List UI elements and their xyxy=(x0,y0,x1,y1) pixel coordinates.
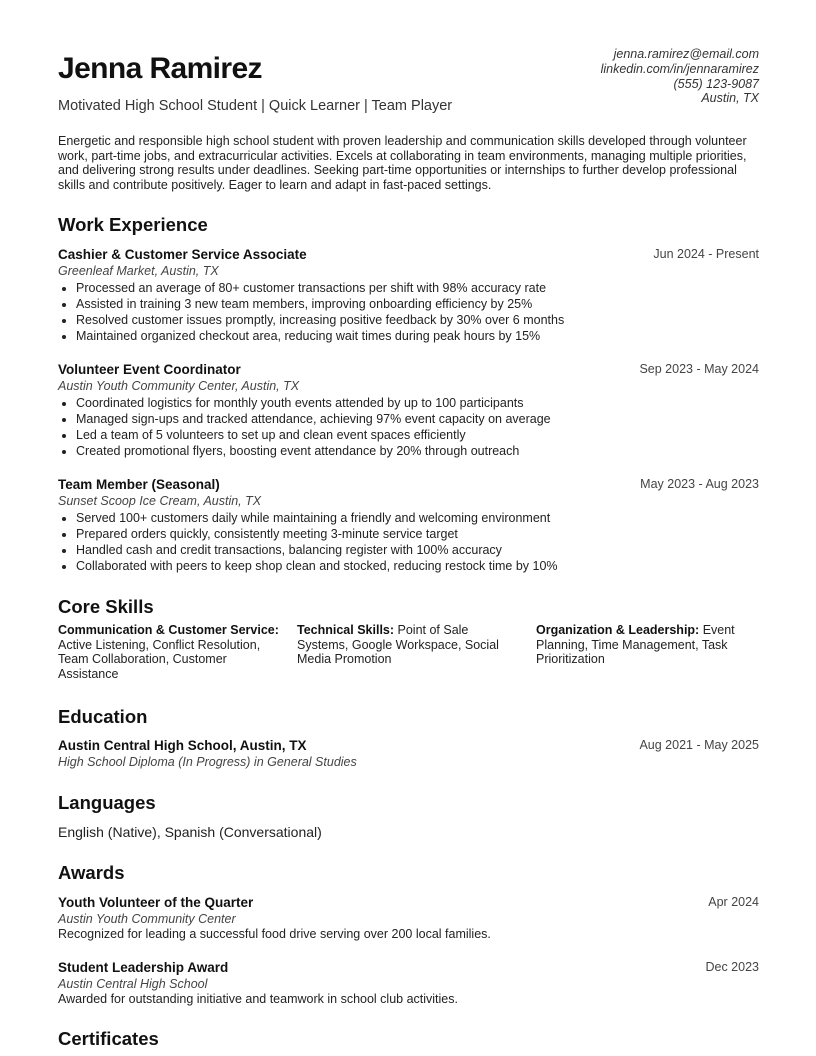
job-date: Sep 2023 - May 2024 xyxy=(639,362,759,376)
skill-group-items: Event Planning, Time Management, Task Prioritization xyxy=(536,623,735,667)
job-bullet: • Maintained organized checkout area, reducing wait times during peak hours by 15% xyxy=(76,328,759,344)
skill-group-label: Organization & Leadership: xyxy=(536,623,700,637)
contact-email[interactable]: jenna.ramirez@email.com xyxy=(613,47,759,61)
work-entry xyxy=(58,476,759,574)
job-title: Cashier & Customer Service Associate xyxy=(58,247,307,262)
section-title-education: Education xyxy=(58,706,148,727)
award-org: Austin Central High School xyxy=(58,977,208,991)
degree: High School Diploma (In Progress) in General Studies xyxy=(58,755,357,769)
job-title: Team Member (Seasonal) xyxy=(58,477,220,492)
job-bullet: • Collaborated with peers to keep shop clean and stocked, reducing restock time by 10% xyxy=(76,558,759,574)
job-bullets xyxy=(58,510,759,574)
award-date: Apr 2024 xyxy=(708,895,759,909)
job-bullet: • Handled cash and credit transactions, balancing register with 100% accuracy xyxy=(76,542,759,558)
contact-linkedin[interactable]: linkedin.com/in/jennaramirez xyxy=(600,61,759,76)
tagline: Motivated High School Student | Quick Learner | Team Player xyxy=(58,98,453,114)
section-title-certificates: Certificates xyxy=(58,1028,159,1049)
section-title-languages: Languages xyxy=(58,792,156,813)
job-bullet: • Managed sign-ups and tracked attendance, achieving 97% event capacity on average xyxy=(76,411,759,427)
skill-group-label: Communication & Customer Service: xyxy=(58,623,279,637)
skill-group-items: Active Listening, Conflict Resolution, Team Collaboration, Customer Assistance xyxy=(58,637,261,681)
job-bullet: • Prepared orders quickly, consistently meeting 3-minute service target xyxy=(76,526,759,542)
section-title-awards: Awards xyxy=(58,862,125,883)
contact-block xyxy=(601,47,759,106)
skill-group xyxy=(297,623,520,681)
candidate-name: Jenna Ramirez xyxy=(58,52,262,85)
skill-group xyxy=(58,623,281,681)
award-description: Awarded for outstanding initiative and teamwork in school club activities. xyxy=(58,992,458,1006)
languages-list: English (Native), Spanish (Conversational) xyxy=(58,824,322,840)
work-entry xyxy=(58,361,759,459)
job-bullet: • Assisted in training 3 new team members, improving onboarding efficiency by 25% xyxy=(76,296,759,312)
award-org: Austin Youth Community Center xyxy=(58,912,236,926)
education-entry xyxy=(58,737,759,770)
education-date: Aug 2021 - May 2025 xyxy=(639,738,759,752)
skills-grid xyxy=(58,623,759,681)
contact-phone: (555) 123-9087 xyxy=(673,76,759,91)
skill-group-items: Point of Sale Systems, Google Workspace, Social Media Promotion xyxy=(297,623,499,667)
skill-group-label: Technical Skills: xyxy=(297,623,395,637)
job-bullet: • Processed an average of 80+ customer transactions per shift with 98% accuracy rate xyxy=(76,280,759,296)
job-org: Austin Youth Community Center, Austin, TX xyxy=(58,379,300,393)
section-title-skills: Core Skills xyxy=(58,596,154,617)
skill-group xyxy=(536,623,759,681)
school-name: Austin Central High School, Austin, TX xyxy=(58,738,307,753)
job-bullet: • Coordinated logistics for monthly youth events attended by up to 100 participants xyxy=(76,395,759,411)
job-bullet: • Resolved customer issues promptly, increasing positive feedback by 30% over 6 months xyxy=(76,312,759,328)
resume-header xyxy=(58,0,759,128)
job-bullet: • Served 100+ customers daily while maintaining a friendly and welcoming environment xyxy=(76,510,759,526)
section-title-work: Work Experience xyxy=(58,214,208,235)
job-date: Jun 2024 - Present xyxy=(653,247,759,261)
award-entry xyxy=(58,959,759,1007)
job-bullet: • Created promotional flyers, boosting event attendance by 20% through outreach xyxy=(76,443,759,459)
award-entry xyxy=(58,894,759,942)
job-title: Volunteer Event Coordinator xyxy=(58,362,241,377)
award-date: Dec 2023 xyxy=(705,960,759,974)
job-org: Greenleaf Market, Austin, TX xyxy=(58,264,219,278)
job-bullet: • Led a team of 5 volunteers to set up and clean event spaces efficiently xyxy=(76,427,759,443)
contact-location: Austin, TX xyxy=(701,91,759,106)
job-bullets xyxy=(58,395,759,459)
award-title: Student Leadership Award xyxy=(58,960,229,975)
job-org: Sunset Scoop Ice Cream, Austin, TX xyxy=(58,494,262,508)
award-title: Youth Volunteer of the Quarter xyxy=(58,895,254,910)
award-description: Recognized for leading a successful food drive serving over 200 local families. xyxy=(58,927,491,941)
summary: Energetic and responsible high school student with proven leadership and communication skills developed through volunteer work, part-time jobs, and extracurricular activities. Excels at collaborating in team environments, managing multiple priorities, and delivering strong results under deadlines. Seeking part-time opportunities or internships to further develop professional skills and contribute positively. Eager to learn and adapt in fast-paced settings. xyxy=(58,134,747,192)
job-date: May 2023 - Aug 2023 xyxy=(640,477,759,491)
resume-page xyxy=(58,0,759,1049)
work-entry xyxy=(58,246,759,344)
job-bullets xyxy=(58,280,759,344)
